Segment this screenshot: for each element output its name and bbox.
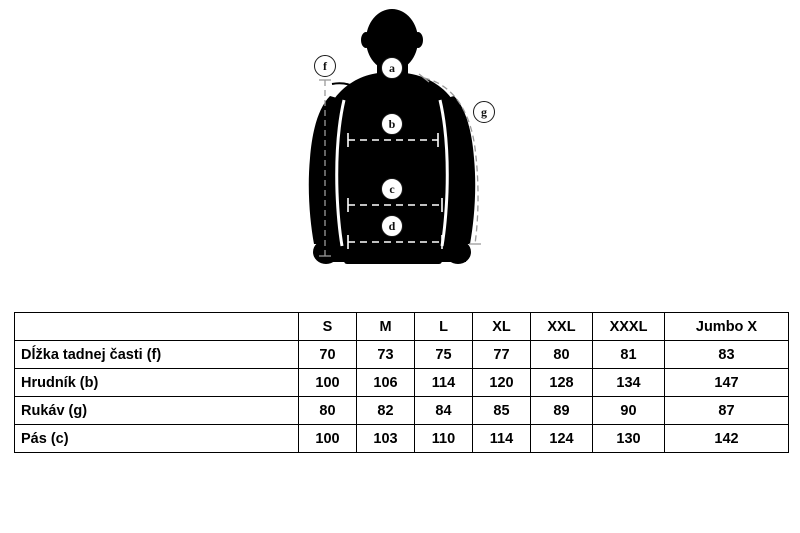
cell-sleeve-xl: 85 [473, 397, 531, 425]
marker-c: c [381, 178, 403, 200]
table-row [15, 425, 789, 453]
cell-body-length-jumbox: 83 [665, 341, 789, 369]
cell-sleeve-s: 80 [299, 397, 357, 425]
cell-sleeve-jumbox: 87 [665, 397, 789, 425]
row-label-waist: Pás (c) [15, 425, 299, 453]
cell-sleeve-l: 84 [415, 397, 473, 425]
cell-body-length-xxl: 80 [531, 341, 593, 369]
cell-sleeve-xxl: 89 [531, 397, 593, 425]
marker-d: d [381, 215, 403, 237]
cell-waist-m: 103 [357, 425, 415, 453]
marker-g: g [473, 101, 495, 123]
cell-chest-xxxl: 134 [593, 369, 665, 397]
cell-waist-s: 100 [299, 425, 357, 453]
table-header-s: S [299, 313, 357, 341]
cell-chest-s: 100 [299, 369, 357, 397]
cell-waist-jumbox: 142 [665, 425, 789, 453]
table-header-xxxl: XXXL [593, 313, 665, 341]
cell-chest-xxl: 128 [531, 369, 593, 397]
table-header-xl: XL [473, 313, 531, 341]
cell-chest-jumbox: 147 [665, 369, 789, 397]
cell-body-length-xl: 77 [473, 341, 531, 369]
table-row [15, 397, 789, 425]
cell-body-length-s: 70 [299, 341, 357, 369]
cell-body-length-l: 75 [415, 341, 473, 369]
marker-b: b [381, 113, 403, 135]
table-row [15, 369, 789, 397]
table-header-xxl: XXL [531, 313, 593, 341]
table-header-m: M [357, 313, 415, 341]
cell-body-length-xxxl: 81 [593, 341, 665, 369]
table-header-jumbox: Jumbo X [665, 313, 789, 341]
row-label-chest: Hrudník (b) [15, 369, 299, 397]
marker-f: f [314, 55, 336, 77]
row-label-sleeve: Rukáv (g) [15, 397, 299, 425]
cell-waist-xl: 114 [473, 425, 531, 453]
cell-chest-xl: 120 [473, 369, 531, 397]
cell-chest-l: 114 [415, 369, 473, 397]
cell-sleeve-m: 82 [357, 397, 415, 425]
size-table [14, 312, 789, 453]
cell-body-length-m: 73 [357, 341, 415, 369]
table-header-empty [15, 313, 299, 341]
size-table-container [14, 312, 786, 453]
cell-waist-xxl: 124 [531, 425, 593, 453]
row-label-body-length: Dĺžka tadnej časti (f) [15, 341, 299, 369]
cell-chest-m: 106 [357, 369, 415, 397]
table-row [15, 341, 789, 369]
cell-waist-l: 110 [415, 425, 473, 453]
table-header-row [15, 313, 789, 341]
cell-waist-xxxl: 130 [593, 425, 665, 453]
marker-a: a [381, 57, 403, 79]
cell-sleeve-xxxl: 90 [593, 397, 665, 425]
table-header-l: L [415, 313, 473, 341]
